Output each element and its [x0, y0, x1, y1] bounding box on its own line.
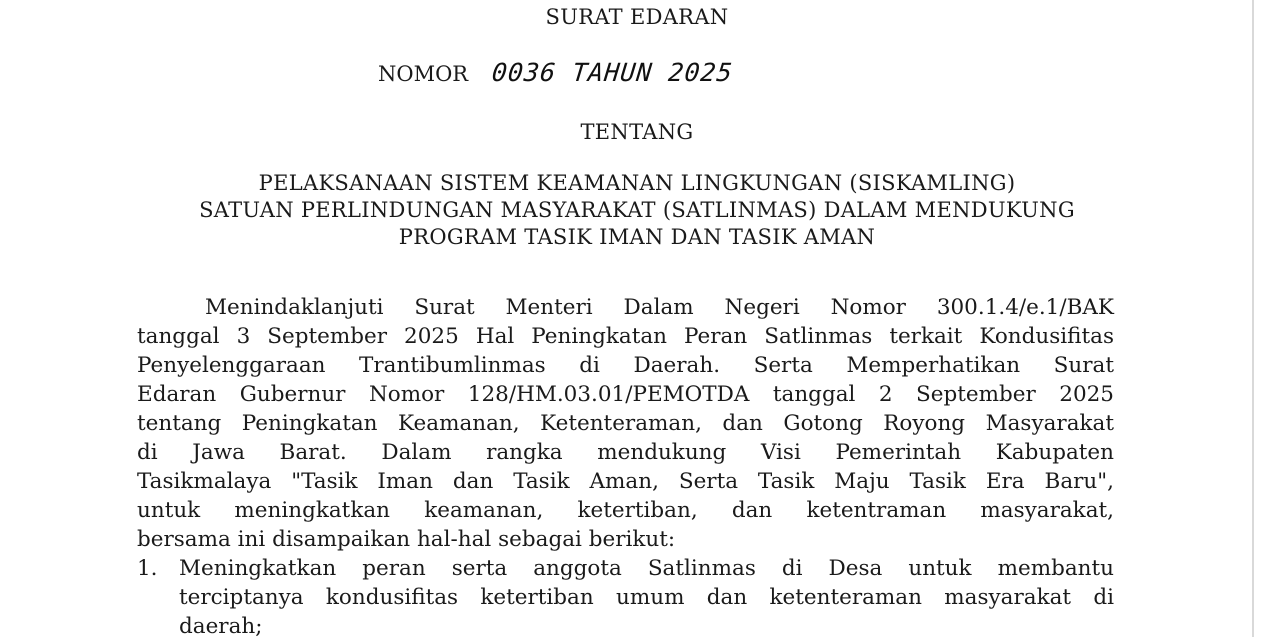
- nomor-label: NOMOR: [378, 62, 469, 86]
- list-item-line-1: Meningkatkan peran serta anggota Satlinmas di Desa untuk membantu: [179, 556, 1114, 581]
- list-item-line-3: daerah;: [179, 614, 263, 639]
- paragraph-line-3: Penyelenggaraan Trantibumlinmas di Daerah. Serta Memperhatikan Surat: [137, 353, 1114, 378]
- paragraph-line-2: tanggal 3 September 2025 Hal Peningkatan Peran Satlinmas terkait Kondusifitas: [137, 324, 1114, 349]
- page-edge: [1252, 0, 1254, 637]
- paragraph-line-9: bersama ini disampaikan hal-hal sebagai berikut:: [137, 527, 676, 552]
- paragraph-line-5: tentang Peningkatan Keamanan, Ketenteraman, dan Gotong Royong Masyarakat: [137, 411, 1114, 436]
- paragraph-line-8: untuk meningkatkan keamanan, ketertiban, dan ketentraman masyarakat,: [137, 498, 1114, 523]
- subject-line-2: SATUAN PERLINDUNGAN MASYARAKAT (SATLINMAS) DALAM MENDUKUNG: [199, 198, 1075, 222]
- tentang-heading: TENTANG: [580, 120, 694, 144]
- subject-line-3: PROGRAM TASIK IMAN DAN TASIK AMAN: [398, 225, 876, 249]
- paragraph-line-7: Tasikmalaya "Tasik Iman dan Tasik Aman, Serta Tasik Maju Tasik Era Baru",: [137, 469, 1114, 494]
- list-item-line-2: terciptanya kondusifitas ketertiban umum dan ketenteraman masyarakat di: [179, 585, 1114, 610]
- subject-line-1: PELAKSANAAN SISTEM KEAMANAN LINGKUNGAN (SISKAMLING): [258, 171, 1016, 195]
- nomor-handwritten: 0036 TAHUN 2025: [490, 58, 735, 87]
- document-title: SURAT EDARAN: [545, 5, 729, 29]
- paragraph-line-6: di Jawa Barat. Dalam rangka mendukung Visi Pemerintah Kabupaten: [137, 440, 1114, 465]
- paragraph-line-1: Menindaklanjuti Surat Menteri Dalam Negeri Nomor 300.1.4/e.1/BAK: [205, 295, 1114, 320]
- paragraph-line-4: Edaran Gubernur Nomor 128/HM.03.01/PEMOTDA tanggal 2 September 2025: [137, 382, 1114, 407]
- list-item-number: 1.: [137, 556, 158, 581]
